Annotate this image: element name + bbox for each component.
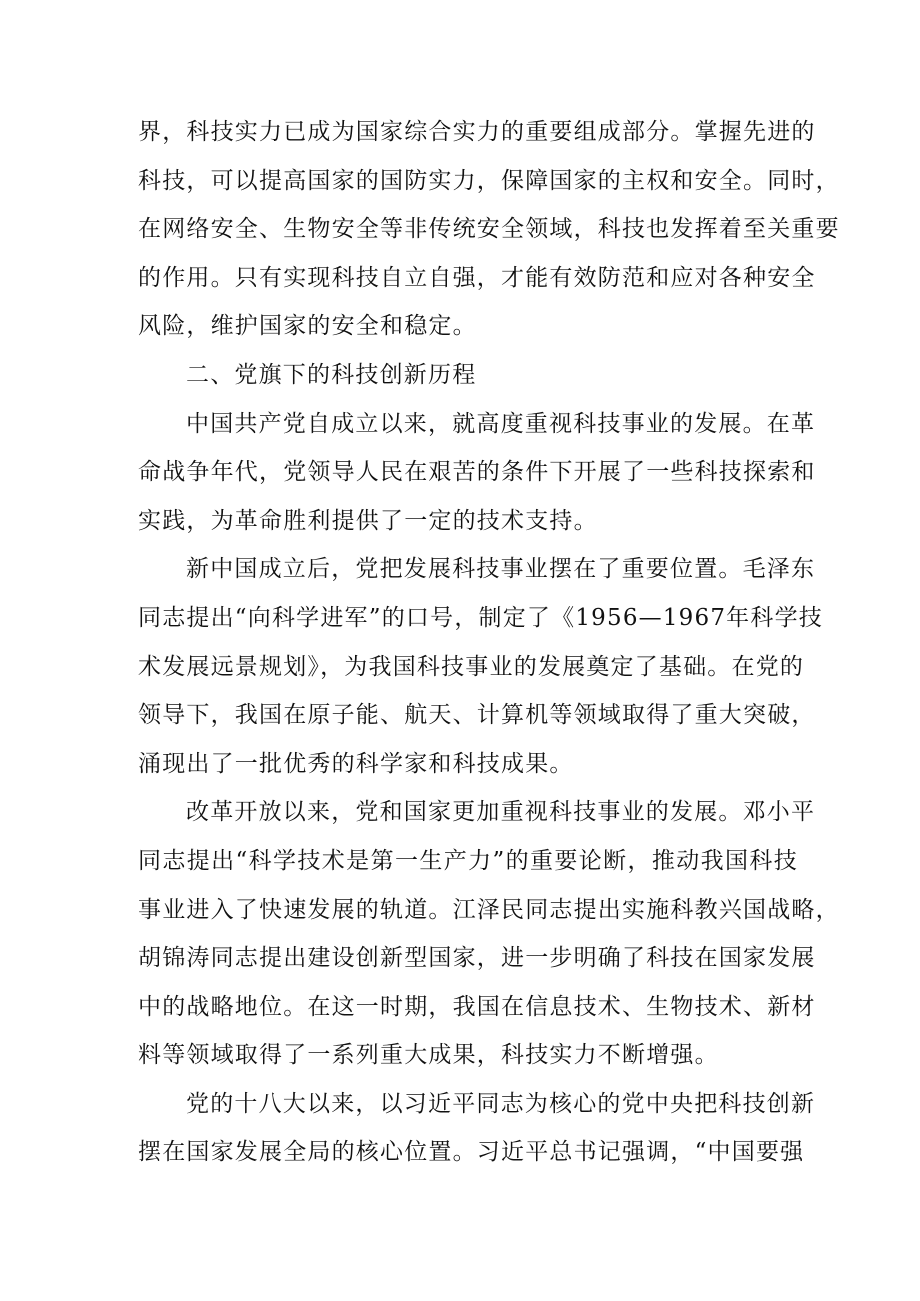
text-line: 事业进入了快速发展的轨道。江泽民同志提出实施科教兴国战略，	[138, 896, 840, 923]
body-text	[138, 108, 840, 1177]
text-line: 党的十八大以来，以习近平同志为核心的党中央把科技创新	[186, 1090, 816, 1117]
text-line: 胡锦涛同志提出建设创新型国家，进一步明确了科技在国家发展	[138, 945, 816, 972]
text-line: 摆在国家发展全局的核心位置。习近平总书记强调，“中国要强	[138, 1139, 805, 1166]
text-line: 风险，维护国家的安全和稳定。	[138, 313, 477, 340]
text-line: 料等领域取得了一系列重大成果，科技实力不断增强。	[138, 1042, 719, 1069]
text-line: 的作用。只有实现科技自立自强，才能有效防范和应对各种安全	[138, 264, 816, 291]
section-heading: 二、党旗下的科技创新历程	[186, 361, 477, 388]
text-line: 新中国成立后，党把发展科技事业摆在了重要位置。毛泽东	[186, 556, 816, 583]
text-line: 同志提出“向科学进军”的口号，制定了《1956—1967年科学技	[138, 604, 823, 631]
text-line: 改革开放以来，党和国家更加重视科技事业的发展。邓小平	[186, 799, 816, 826]
text-line: 命战争年代，党领导人民在艰苦的条件下开展了一些科技探索和	[138, 459, 816, 486]
text-line: 同志提出“科学技术是第一生产力”的重要论断，推动我国科技	[138, 847, 798, 874]
text-line: 在网络安全、生物安全等非传统安全领域，科技也发挥着至关重要	[138, 216, 840, 243]
text-line: 领导下，我国在原子能、航天、计算机等领域取得了重大突破，	[138, 702, 816, 729]
text-line: 实践，为革命胜利提供了一定的技术支持。	[138, 507, 598, 534]
text-line: 中的战略地位。在这一时期，我国在信息技术、生物技术、新材	[138, 993, 816, 1020]
text-line: 涌现出了一批优秀的科学家和科技成果。	[138, 750, 574, 777]
text-line: 中国共产党自成立以来，就高度重视科技事业的发展。在革	[186, 410, 816, 437]
text-line: 界，科技实力已成为国家综合实力的重要组成部分。掌握先进的	[138, 119, 816, 145]
text-line: 术发展远景规划》，为我国科技事业的发展奠定了基础。在党的	[138, 653, 805, 680]
text-line: 科技，可以提高国家的国防实力，保障国家的主权和安全。同时，	[138, 167, 840, 194]
